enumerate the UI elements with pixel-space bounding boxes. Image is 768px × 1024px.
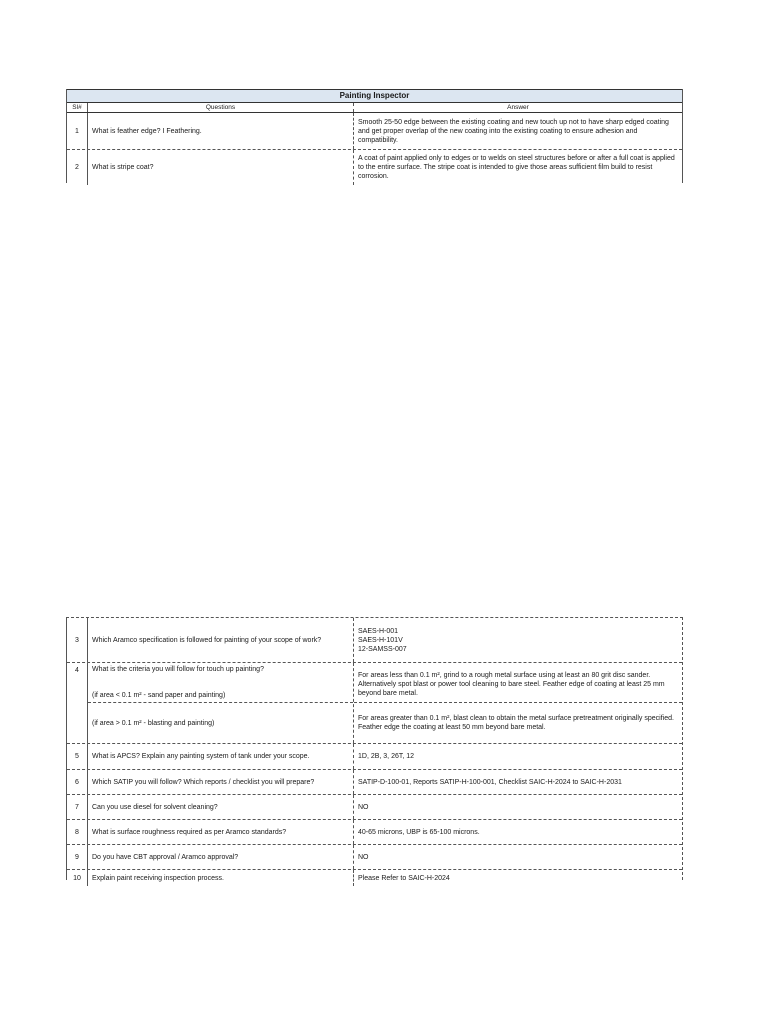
question-cell	[88, 663, 354, 743]
answer-line: SAES-H-001	[358, 627, 399, 635]
row-number: 3	[67, 618, 88, 662]
question-sub-b: (if area > 0.1 m² - blasting and painting)	[92, 719, 215, 727]
table-row	[67, 150, 682, 185]
answer-cell: Please Refer to SAIC-H-2024	[358, 874, 450, 882]
row-number: 10	[67, 870, 88, 886]
header-questions: Questions	[88, 103, 354, 112]
table-row	[67, 870, 682, 886]
header-row	[67, 103, 682, 113]
answer-cell: NO	[358, 803, 369, 811]
row-number: 1	[67, 113, 88, 149]
answer-line: SAES-H-101V	[358, 636, 403, 644]
question-text: What is the criteria you will follow for touch up painting?	[92, 666, 264, 673]
answer-line: 12-SAMSS-007	[358, 645, 407, 653]
table-row	[67, 820, 682, 845]
answer-cell: SATIP-D-100-01, Reports SATIP-H-100-001, Checklist SAIC-H-2024 to SAIC-H-2031	[358, 778, 622, 786]
table-row	[67, 770, 682, 795]
question-cell: What is surface roughness required as per Aramco standards?	[88, 820, 354, 844]
table-row	[67, 663, 682, 744]
question-cell: What is feather edge? I Feathering.	[88, 113, 354, 149]
table-row	[67, 618, 682, 663]
question-cell: Which Aramco specification is followed for painting of your scope of work?	[88, 618, 354, 662]
question-cell: Explain paint receiving inspection process.	[88, 870, 354, 886]
answer-cell: NO	[358, 853, 369, 861]
question-sub-a: (if area < 0.1 m² - sand paper and painting)	[92, 692, 226, 699]
answer-cell: Smooth 25-50 edge between the existing coating and new touch up not to have sharp edged coating and get proper overlap of the new coating into the existing coating to ensure adhesion and compatibility.	[358, 118, 669, 144]
row-number: 2	[67, 150, 88, 185]
table-bottom	[66, 617, 683, 880]
answer-cell	[354, 663, 682, 743]
row-number: 6	[67, 770, 88, 794]
header-answer: Answer	[507, 104, 529, 111]
question-cell: What is APCS? Explain any painting system of tank under your scope.	[88, 744, 354, 769]
table-row	[67, 845, 682, 870]
answer-cell	[354, 618, 682, 662]
table-row	[67, 744, 682, 770]
table-top	[66, 89, 683, 183]
table-row	[67, 113, 682, 150]
answer-cell: A coat of paint applied only to edges or to welds on steel structures before or after a full coat is applied to the entire surface. The stripe coat is intended to give those areas sufficient film build to resist corrosion.	[358, 155, 675, 180]
question-cell: What is stripe coat?	[88, 150, 354, 185]
header-sl: Sl#	[67, 103, 88, 112]
question-cell: Do you have CBT approval / Aramco approval?	[88, 845, 354, 869]
answer-a: For areas less than 0.1 m², grind to a rough metal surface using at least an 80 grit disc sander. Alternatively spot blast or power tool cleaning to bare steel. Feather edge of coating at least 25 mm beyond bare metal.	[354, 663, 682, 703]
row-number: 9	[67, 845, 88, 869]
row-number: 5	[67, 744, 88, 769]
answer-cell: 1D, 2B, 3, 26T, 12	[358, 753, 415, 760]
sheet-title: Painting Inspector	[67, 89, 682, 103]
question-cell: Can you use diesel for solvent cleaning?	[88, 795, 354, 819]
table-row	[67, 795, 682, 820]
answer-cell: 40-65 microns, UBP is 65-100 microns.	[358, 828, 480, 836]
row-number: 8	[67, 820, 88, 844]
row-number: 7	[67, 795, 88, 819]
row-number: 4	[67, 663, 88, 743]
question-cell: Which SATIP you will follow? Which reports / checklist you will prepare?	[88, 770, 354, 794]
answer-b: For areas greater than 0.1 m², blast clean to obtain the metal surface pretreatment originally specified. Feather edge the coating at least 50 mm beyond bare metal.	[358, 715, 674, 731]
